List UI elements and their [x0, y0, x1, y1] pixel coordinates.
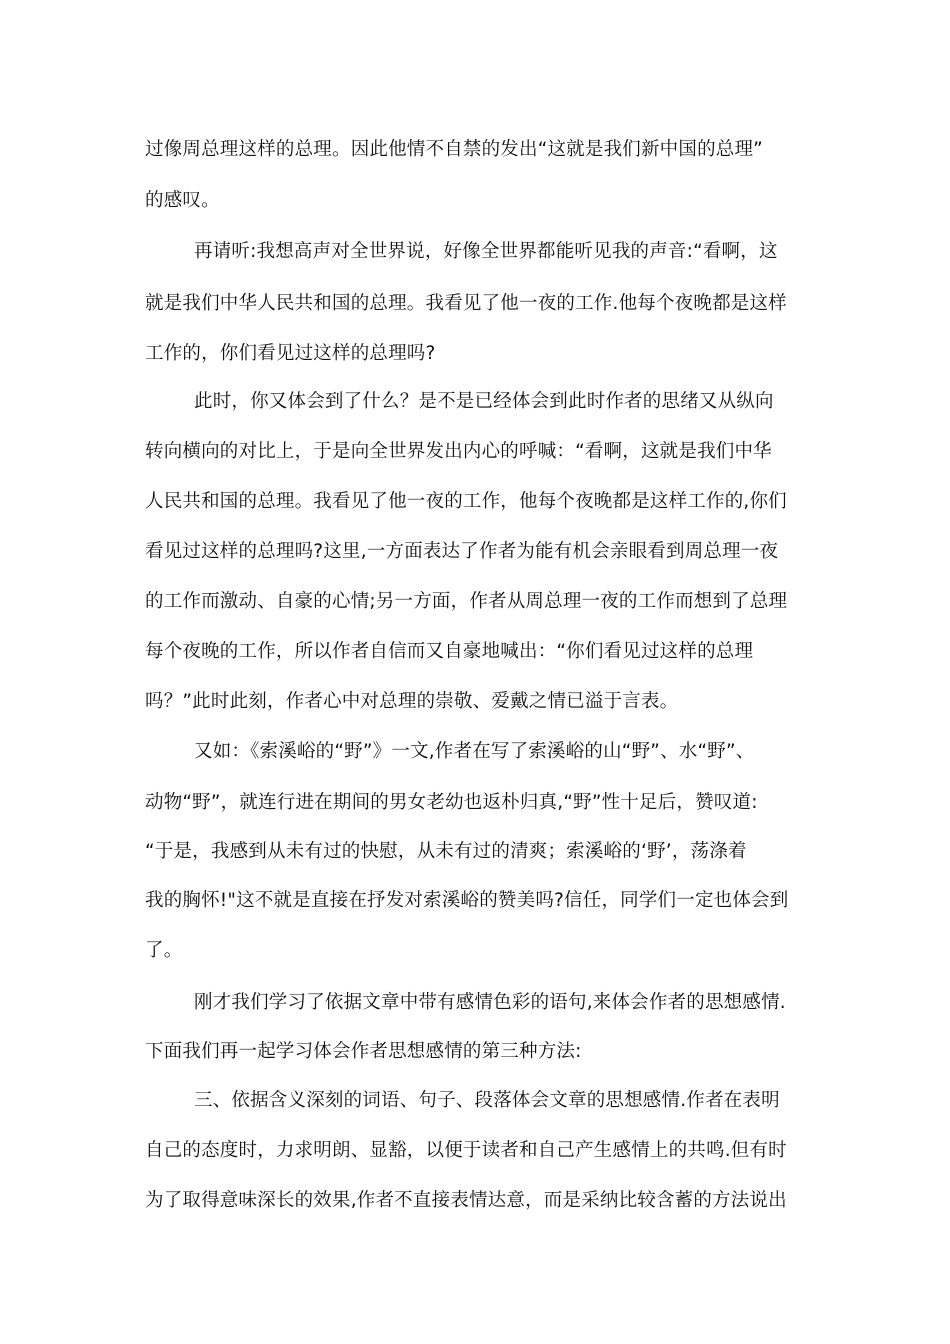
- text-line: 吗？”此时此刻，作者心中对总理的崇敬、爱戴之情已溢于言表。: [145, 691, 679, 712]
- text-line: 动物“野”，就连行进在期间的男女老幼也返朴归真,“野”性十足后，赞叹道:: [145, 792, 758, 813]
- text-line: 为了取得意味深长的效果,作者不直接表情达意，而是采纳比较含蓄的方法说出: [145, 1190, 787, 1211]
- text-line: 看见过这样的总理吗?这里,一方面表达了作者为能有机会亲眼看到周总理一夜: [145, 541, 779, 562]
- paragraph-first-line: 再请听:我想高声对全世界说，好像全世界都能听见我的声音:“看啊，这: [194, 241, 778, 262]
- text-line: “于是，我感到从未有过的快慰，从未有过的清爽；索溪峪的‘野’，荡涤着: [145, 841, 747, 862]
- text-line: 转向横向的对比上，于是向全世界发出内心的呼喊：“看啊，这就是我们中华: [145, 441, 772, 462]
- text-line: 人民共和国的总理。我看见了他一夜的工作，他每个夜晚都是这样工作的,你们: [145, 491, 787, 512]
- text-line: 下面我们再一起学习体会作者思想感情的第三种方法:: [145, 1041, 582, 1062]
- text-line: 我的胸怀!"这不就是直接在抒发对索溪峪的赞美吗?信任，同学们一定也体会到: [145, 890, 789, 911]
- text-line: 了。: [145, 940, 183, 961]
- paragraph-first-line: 又如：《索溪峪的“野”》一文,作者在写了索溪峪的山“野”、水“野”、: [194, 741, 755, 762]
- paragraph-first-line: 此时，你又体会到了什么？是不是已经体会到此时作者的思绪又从纵向: [194, 391, 774, 412]
- text-line: 过像周总理这样的总理。因此他情不自禁的发出“这就是我们新中国的总理”: [145, 139, 763, 160]
- text-line: 自己的态度时，力求明朗、显豁，以便于读者和自己产生感情上的共鸣.但有时: [145, 1140, 787, 1161]
- paragraph-first-line: 三、依据含义深刻的词语、句子、段落体会文章的思想感情.作者在表明: [194, 1090, 780, 1111]
- text-line: 就是我们中华人民共和国的总理。我看见了他一夜的工作.他每个夜晚都是这样: [145, 293, 787, 314]
- text-line: 的感叹。: [145, 190, 220, 211]
- text-line: 每个夜晚的工作，所以作者自信而又自豪地喊出：“你们看见过这样的总理: [145, 641, 754, 662]
- text-line: 工作的，你们看见过这样的总理吗?: [145, 343, 436, 364]
- paragraph-first-line: 刚才我们学习了依据文章中带有感情色彩的语句,来体会作者的思想感情.: [194, 992, 786, 1013]
- text-line: 的工作而激动、自豪的心情;另一方面，作者从周总理一夜的工作而想到了总理: [145, 591, 788, 612]
